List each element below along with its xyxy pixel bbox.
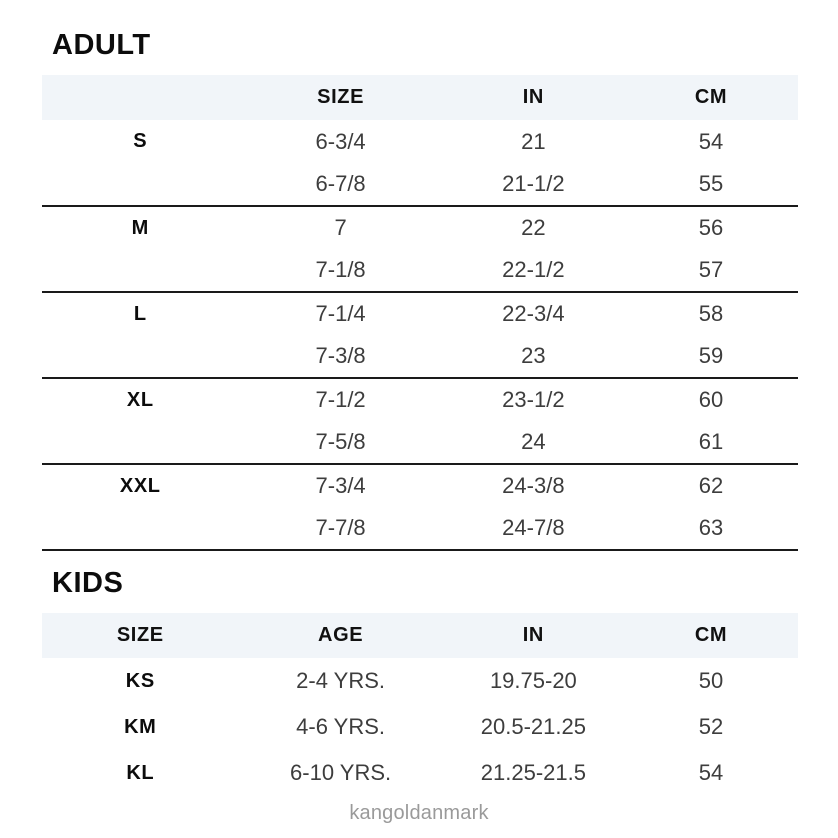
kids-cm-cell: 50 xyxy=(698,668,724,693)
kids-cm-cell: 52 xyxy=(698,714,724,739)
table-row xyxy=(42,750,798,796)
adult-size-label-blank xyxy=(42,163,239,206)
adult-hat-size-cell: 7 xyxy=(334,215,347,240)
adult-section-title: ADULT xyxy=(52,29,151,61)
kids-in-cell: 20.5-21.25 xyxy=(480,714,586,739)
adult-hat-size-cell: 7-1/4 xyxy=(315,301,366,326)
kids-age-cell: 2-4 YRS. xyxy=(296,668,386,693)
kids-size-table xyxy=(42,613,798,796)
adult-cm-cell: 62 xyxy=(698,473,724,498)
adult-in-cell: 22-3/4 xyxy=(502,301,565,326)
adult-cm-cell: 58 xyxy=(698,301,724,326)
adult-size-table xyxy=(42,75,798,551)
kids-cm-cell: 54 xyxy=(698,760,724,785)
table-row xyxy=(42,249,798,292)
adult-header-cm: CM xyxy=(694,86,728,108)
adult-hat-size-cell: 7-3/8 xyxy=(239,335,443,378)
table-row xyxy=(42,120,798,163)
watermark-text: kangoldanmark xyxy=(349,802,489,824)
adult-cm-cell: 59 xyxy=(624,335,798,378)
adult-in-cell: 21-1/2 xyxy=(443,163,624,206)
table-row xyxy=(42,163,798,206)
adult-size-label: M xyxy=(131,216,149,239)
kids-header-cm: CM xyxy=(694,624,728,646)
kids-header-age: AGE xyxy=(318,624,364,646)
adult-size-label: L xyxy=(133,302,147,325)
table-row xyxy=(42,292,798,335)
kids-header-in: IN xyxy=(522,624,544,646)
adult-size-label: S xyxy=(133,130,148,152)
kids-header-row xyxy=(42,613,798,658)
adult-header-in: IN xyxy=(522,86,544,108)
table-row xyxy=(42,507,798,550)
table-row xyxy=(42,658,798,704)
adult-size-label: XXL xyxy=(119,474,161,497)
adult-hat-size-cell: 7-5/8 xyxy=(239,421,443,464)
kids-in-cell: 21.25-21.5 xyxy=(480,760,586,785)
kids-size-label: KS xyxy=(125,669,155,692)
adult-in-cell: 23-1/2 xyxy=(502,387,565,412)
adult-hat-size-cell: 7-7/8 xyxy=(239,507,443,550)
kids-in-cell: 19.75-20 xyxy=(489,668,577,693)
table-row xyxy=(42,335,798,378)
table-row xyxy=(42,421,798,464)
adult-in-cell: 22-1/2 xyxy=(443,249,624,292)
adult-cm-cell: 61 xyxy=(624,421,798,464)
adult-size-label: XL xyxy=(126,388,154,411)
adult-cm-cell: 55 xyxy=(624,163,798,206)
adult-cm-cell: 60 xyxy=(698,387,724,412)
adult-in-cell: 24 xyxy=(443,421,624,464)
adult-header-size: SIZE xyxy=(317,86,365,108)
adult-cm-cell: 57 xyxy=(624,249,798,292)
adult-header-row xyxy=(42,75,798,120)
table-row xyxy=(42,464,798,507)
table-row xyxy=(42,704,798,750)
adult-header-blank xyxy=(42,75,239,120)
kids-age-cell: 4-6 YRS. xyxy=(296,714,386,739)
adult-size-label-blank xyxy=(42,249,239,292)
adult-hat-size-cell: 6-3/4 xyxy=(315,128,366,154)
adult-hat-size-cell: 6-7/8 xyxy=(239,163,443,206)
adult-in-cell: 23 xyxy=(443,335,624,378)
kids-age-cell: 6-10 YRS. xyxy=(290,760,392,785)
adult-cm-cell: 63 xyxy=(624,507,798,550)
adult-in-cell: 21 xyxy=(521,128,546,154)
adult-size-label-blank xyxy=(42,507,239,550)
adult-size-label-blank xyxy=(42,335,239,378)
adult-cm-cell: 56 xyxy=(698,215,724,240)
adult-size-label-blank xyxy=(42,421,239,464)
adult-in-cell: 22 xyxy=(521,215,546,240)
adult-hat-size-cell: 7-1/8 xyxy=(239,249,443,292)
kids-section-title: KIDS xyxy=(52,567,124,599)
table-row xyxy=(42,378,798,421)
kids-size-label: KM xyxy=(124,715,157,738)
adult-cm-cell: 54 xyxy=(698,128,724,154)
adult-in-cell: 24-3/8 xyxy=(502,473,565,498)
table-row xyxy=(42,206,798,249)
adult-hat-size-cell: 7-1/2 xyxy=(315,387,366,412)
adult-hat-size-cell: 7-3/4 xyxy=(315,473,366,498)
kids-size-label: KL xyxy=(126,761,155,784)
adult-in-cell: 24-7/8 xyxy=(443,507,624,550)
kids-header-size: SIZE xyxy=(116,624,164,646)
